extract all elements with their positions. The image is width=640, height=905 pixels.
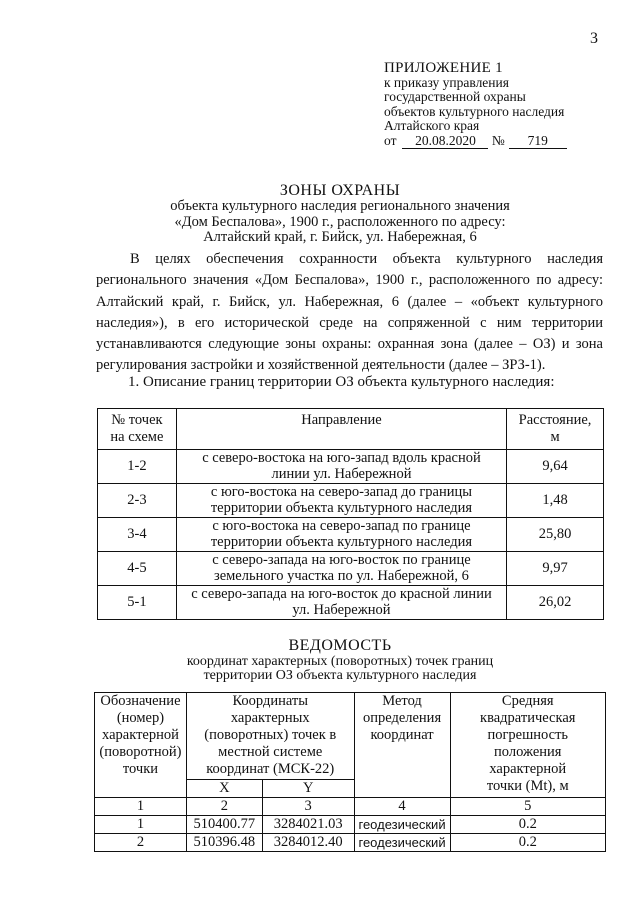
vedomost-subtitle-line: территории ОЗ объекта культурного наследия: [203, 667, 477, 683]
zones-subtitle-line: объекта культурного наследия регионального значения: [170, 198, 510, 214]
date-prefix: от: [384, 132, 397, 148]
table-row: [98, 450, 604, 484]
x-cell: 510400.77: [186, 816, 262, 834]
table-row: [98, 586, 604, 620]
column-number: 1: [95, 798, 187, 816]
appendix-line: объектов культурного наследия: [384, 103, 565, 119]
accuracy-cell: 0.2: [450, 816, 606, 834]
accuracy-cell: 0.2: [450, 834, 606, 852]
vedomost-subtitle-line: координат характерных (поворотных) точек границ: [186, 654, 494, 669]
distance-cell: 9,97: [507, 552, 604, 586]
header-accuracy: Средняя квадратическая погрешность положения характерной точки (Mt), м: [450, 693, 606, 798]
column-numbering-row: [95, 798, 606, 816]
vedomost-title: ВЕДОМОСТЬ: [288, 637, 392, 654]
boundary-table-header: [98, 409, 604, 450]
y-cell: 3284021.03: [262, 816, 354, 834]
column-number: 4: [354, 798, 450, 816]
boundary-table: [97, 408, 604, 620]
appendix-title: ПРИЛОЖЕНИЕ 1: [384, 60, 503, 76]
header-designation: Обозначение (номер) характерной (поворотной) точки: [95, 693, 187, 798]
intro-paragraph: [96, 249, 603, 377]
distance-cell: 26,02: [507, 586, 604, 620]
zones-subtitle-line: Алтайский край, г. Бийск, ул. Набережная, 6: [203, 229, 477, 245]
appendix-line: к приказу управления: [384, 74, 509, 90]
vedomost-subtitle: [80, 655, 600, 682]
coordinates-table: [94, 692, 606, 852]
table-row: [98, 552, 604, 586]
direction-cell: с северо-востока на юго-запад вдоль красной линии ул. Набережной: [176, 450, 506, 484]
distance-cell: 25,80: [507, 518, 604, 552]
section1-heading: 1. Описание границ территории ОЗ объекта культурного наследия:: [128, 374, 555, 390]
column-number: 2: [186, 798, 262, 816]
appendix-block: [384, 61, 624, 149]
distance-cell: 1,48: [507, 484, 604, 518]
point-id-cell: 2: [95, 834, 187, 852]
header-distance: Расстояние, м: [507, 409, 604, 450]
y-cell: 3284012.40: [262, 834, 354, 852]
points-cell: 3-4: [98, 518, 177, 552]
method-cell: геодезический: [354, 834, 450, 852]
table-row: [98, 484, 604, 518]
zones-subtitle: [80, 199, 600, 246]
order-date: 20.08.2020: [402, 134, 488, 150]
zones-subtitle-line: «Дом Беспалова», 1900 г., расположенного по адресу:: [174, 213, 506, 230]
header-direction: Направление: [176, 409, 506, 450]
header-x: X: [186, 780, 262, 798]
appendix-line: государственной охраны: [384, 89, 526, 104]
header-method: Метод определения координат: [354, 693, 450, 798]
column-number: 3: [262, 798, 354, 816]
zones-title: ЗОНЫ ОХРАНЫ: [279, 182, 401, 199]
direction-cell: с юго-востока на северо-запад до границы территории объекта культурного наследия: [176, 484, 506, 518]
direction-cell: с юго-востока на северо-запад по границе территории объекта культурного наследия: [176, 518, 506, 552]
column-number: 5: [450, 798, 606, 816]
table-row: [98, 518, 604, 552]
intro-text: В целях обеспечения сохранности объекта культурного наследия регионального значения «Дом Беспалова», 1900 г., расположенного по адресу: Алтайский край, г. Бийск, ул. Набережная, 6 (далее – «объект культурного наследия»), в его исторической среде на сопряженной с ним территории устанавливаются следующие зоны охраны: охранная зона (далее – ОЗ) и зона регулирования застройки и хозяйственной деятельности (далее – ЗРЗ-1).: [96, 251, 603, 374]
coordinates-header: [95, 693, 606, 780]
appendix-line: Алтайского края: [384, 118, 480, 133]
points-cell: 4-5: [98, 552, 177, 586]
point-id-cell: 1: [95, 816, 187, 834]
distance-cell: 9,64: [507, 450, 604, 484]
order-number: 719: [509, 134, 567, 150]
method-cell: геодезический: [354, 816, 450, 834]
x-cell: 510396.48: [186, 834, 262, 852]
table-row: [95, 834, 606, 852]
number-sign: №: [491, 132, 505, 148]
points-cell: 1-2: [98, 450, 177, 484]
header-points: № точек на схеме: [98, 409, 177, 450]
table-row: [95, 816, 606, 834]
direction-cell: с северо-запада на юго-восток по границе земельного участка по ул. Набережной, 6: [176, 552, 506, 586]
points-cell: 2-3: [98, 484, 177, 518]
points-cell: 5-1: [98, 586, 177, 620]
direction-cell: с северо-запада на юго-восток до красной линии ул. Набережной: [176, 586, 506, 620]
header-y: Y: [262, 780, 354, 798]
header-coordinates: Координаты характерных (поворотных) точек в местной системе координат (МСК-22): [186, 693, 354, 780]
page-number: 3: [590, 30, 598, 47]
appendix-date-line: [384, 134, 624, 150]
